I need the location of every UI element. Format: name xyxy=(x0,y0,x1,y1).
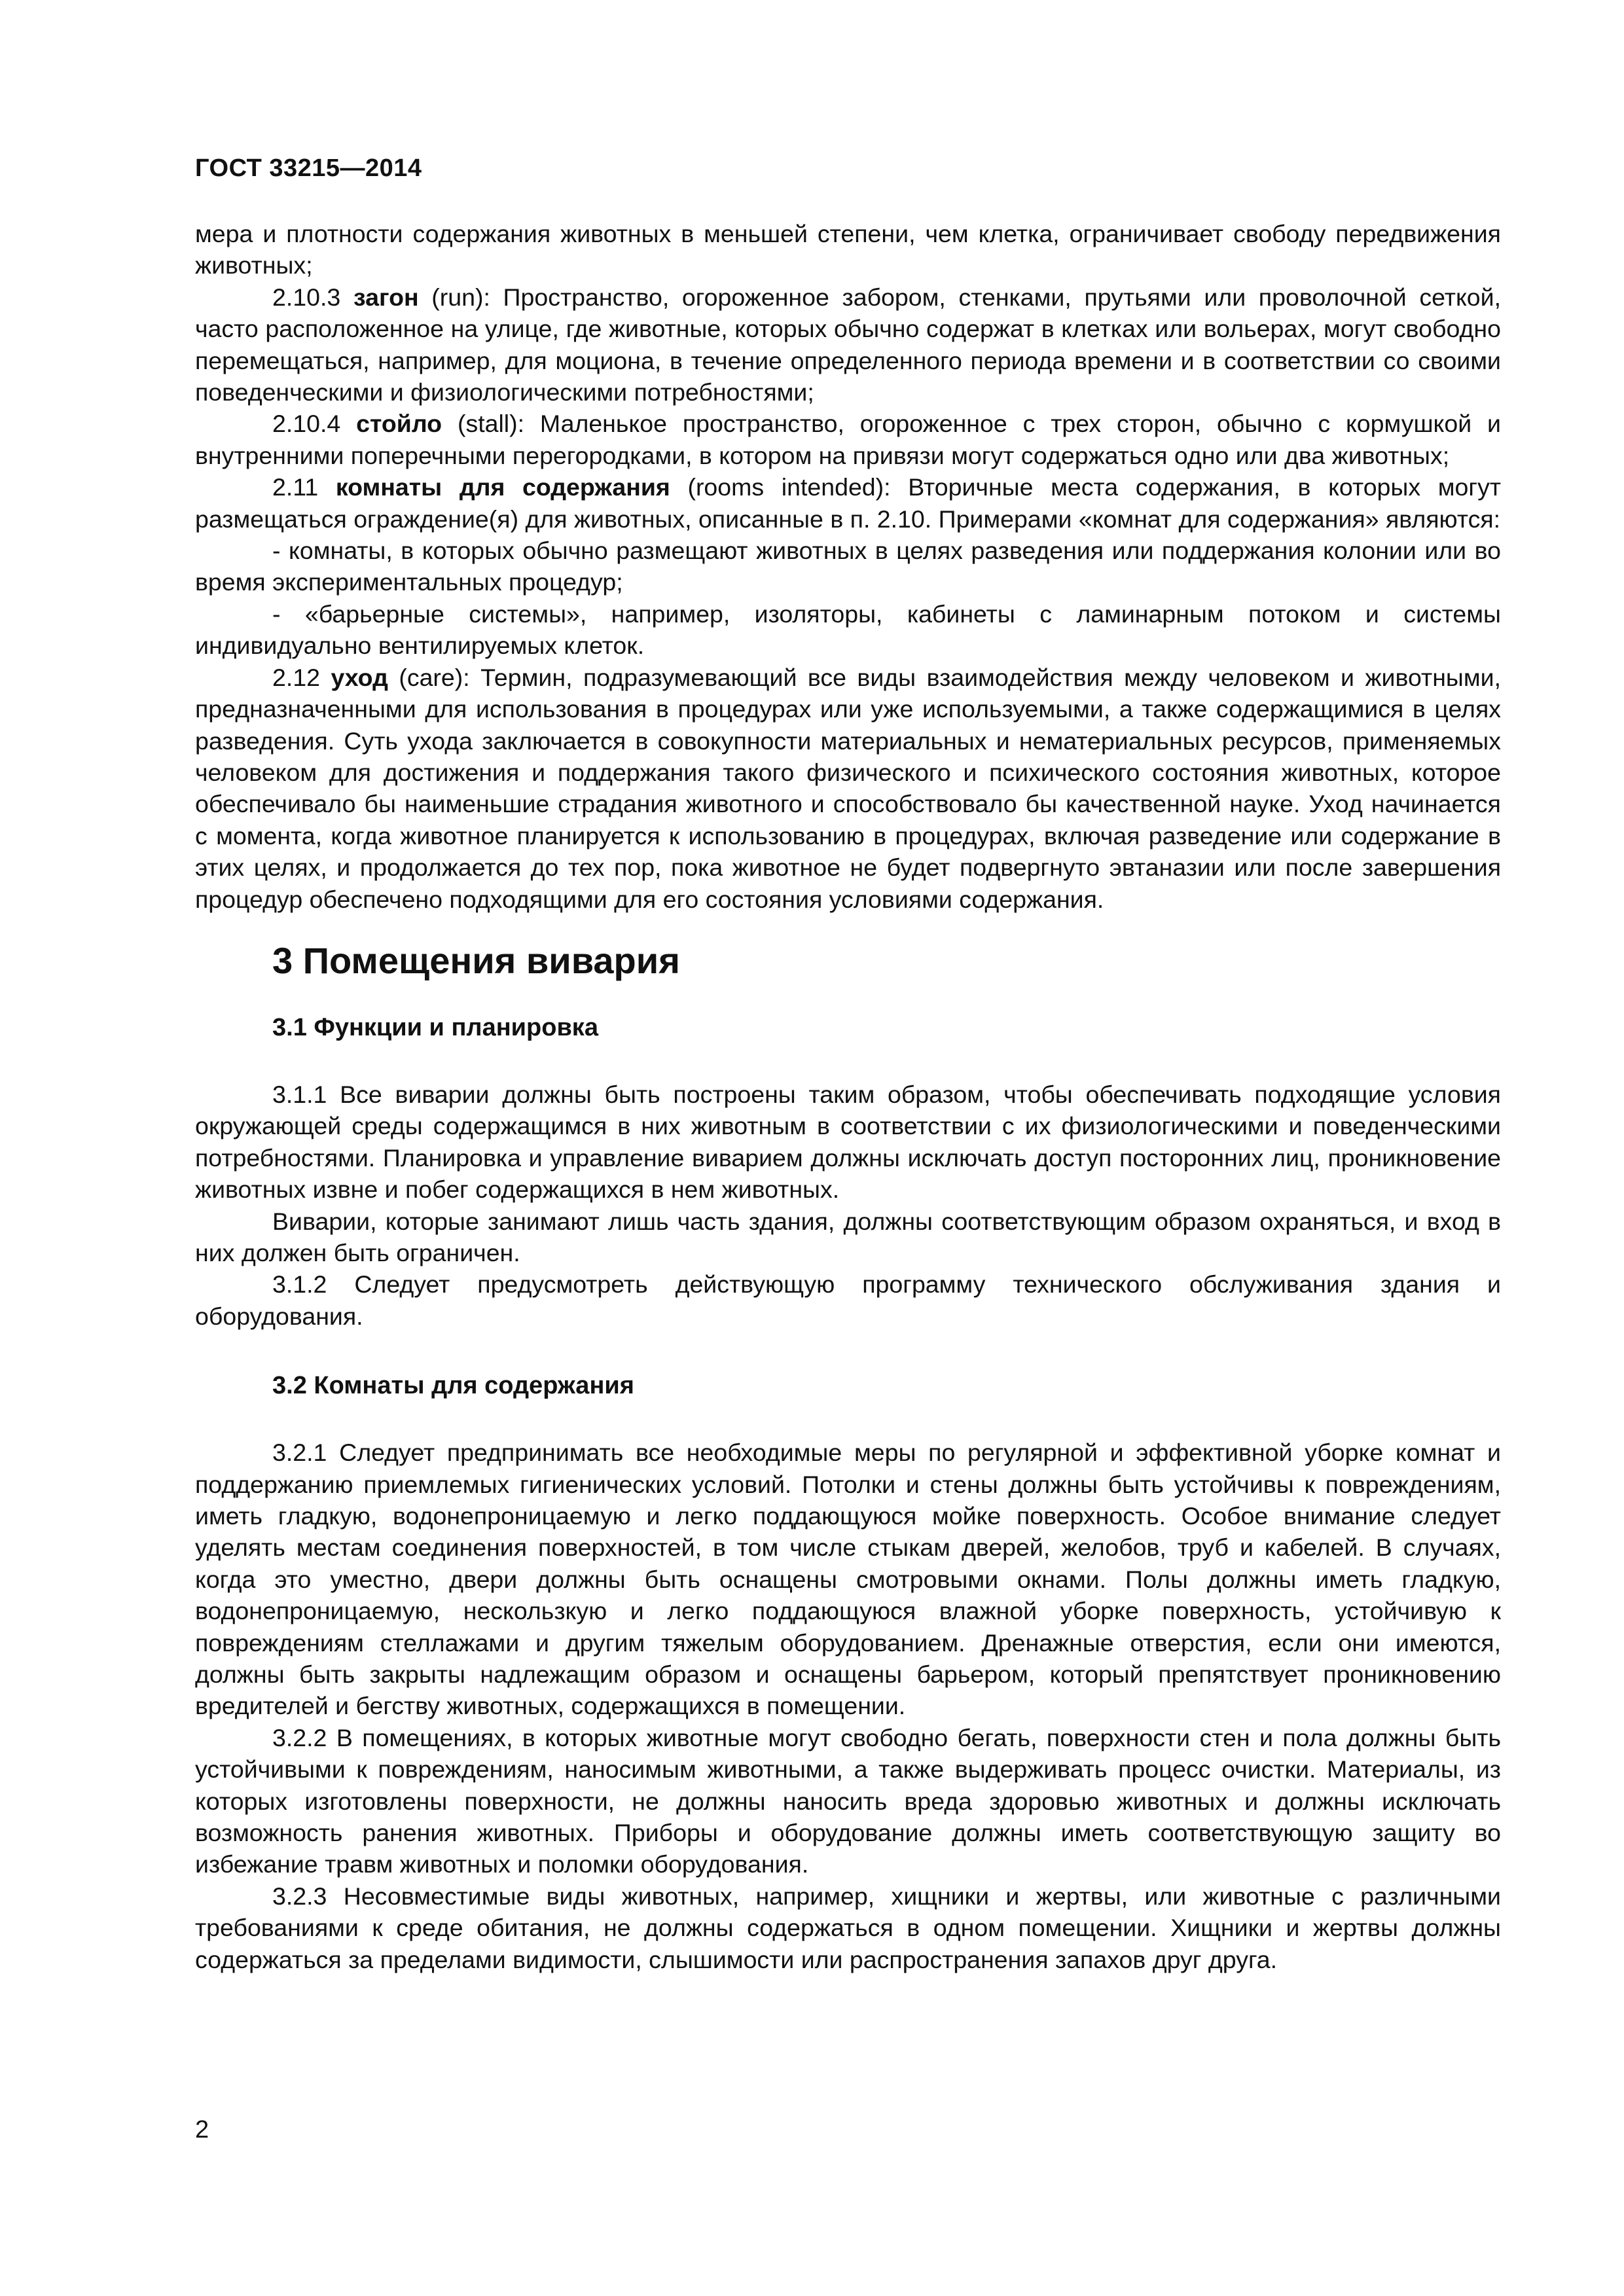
section-heading-3: 3 Помещения вивария xyxy=(272,939,680,981)
paragraph-3-1-1-b: Виварии, которые занимают лишь часть здания, должны соответствующим образом охраняться, и вход в них должен быть ограничен. xyxy=(195,1207,1501,1266)
term-rooms: комнаты для содержания xyxy=(335,473,670,501)
subsection-heading-3-2: 3.2 Комнаты для содержания xyxy=(272,1372,634,1400)
list-item-rooms: - комнаты, в которых обычно размещают животных в целях разведения или поддержания колонии или во время экспериментальных процедур; xyxy=(195,537,1501,596)
term-run: загон xyxy=(353,283,419,311)
paragraph-3-1-1: 3.1.1 Все виварии должны быть построены таким образом, чтобы обеспечивать подходящие условия окружающей среды содержащимся в них животным в соответствии с их физиологическими и поведенческими потребностями. Планировка и управление виварием должны исключать доступ посторонних лиц, проникновение животных извне и побег содержащихся в нем животных. xyxy=(195,1080,1501,1204)
term-care: уход xyxy=(331,663,388,691)
list-item-barrier-systems: - «барьерные системы», например, изоляторы, кабинеты с ламинарным потоком и системы индивидуально вентилируемых клеток. xyxy=(195,600,1501,660)
term-stall: стойло xyxy=(356,410,442,438)
document-body xyxy=(195,218,1501,1975)
definition-run: 2.10.3 загон (run): Пространство, огороженное забором, стенками, прутьями или проволочной сеткой, часто расположенное на улице, где животные, которых обычно содержат в клетках или вольерах, могут свободно перемещаться, например, для моциона, в течение определенного периода времени и в соответствии со своими поведенческими и физиологическими потребностями; xyxy=(195,283,1501,406)
paragraph-3-2-3: 3.2.3 Несовместимые виды животных, например, хищники и жертвы, или животные с различными требованиями к среде обитания, не должны содержаться в одном помещении. Хищники и жертвы должны содержаться за пределами видимости, слышимости или распространения запахов друг друга. xyxy=(195,1882,1501,1973)
paragraph-continuation: мера и плотности содержания животных в меньшей степени, чем клетка, ограничивает свободу передвижения животных; xyxy=(195,220,1501,279)
definition-care: 2.12 уход (care): Термин, подразумевающий все виды взаимодействия между человеком и животными, предназначенными для использования в процедурах или уже используемыми, а также содержащимися в целях разведения. Суть ухода заключается в совокупности материальных и нематериальных ресурсов, применяемых человеком для достижения и поддержания такого физического и психического состояния животных, которое обеспечивало бы наименьшие страдания животного и способствовало бы качественной науке. Уход начинается с момента, когда животное планируется к использованию в процедурах, включая разведение или содержание в этих целях, и продолжается до тех пор, пока животное не будет подвергнуто эвтаназии или после завершения процедур обеспечено подходящими для его состояния условиями содержания. xyxy=(195,663,1501,913)
paragraph-3-2-2: 3.2.2 В помещениях, в которых животные могут свободно бегать, поверхности стен и пола должны быть устойчивыми к повреждениям, наносимым животными, а также выдерживать процесс очистки. Материалы, из которых изготовлены поверхности, не должны наносить вреда здоровью животных и должны исключать возможность ранения животных. Приборы и оборудование должны иметь соответствующую защиту во избежание травм животных и поломки оборудования. xyxy=(195,1723,1501,1878)
definition-rooms: 2.11 комнаты для содержания (rooms intended): Вторичные места содержания, в которых могут размещаться ограждение(я) для животных, описанные в п. 2.10. Примерами «комнат для содержания» являются: xyxy=(195,473,1501,533)
definition-stall: 2.10.4 стойло (stall): Маленькое пространство, огороженное с трех сторон, обычно с кормушкой и внутренними поперечными перегородками, в котором на привязи могут содержаться одно или два животных; xyxy=(195,410,1501,469)
paragraph-3-1-2: 3.1.2 Следует предусмотреть действующую программу технического обслуживания здания и оборудования. xyxy=(195,1270,1501,1330)
document-code-header: ГОСТ 33215—2014 xyxy=(195,154,422,182)
page-number: 2 xyxy=(195,2116,209,2144)
subsection-heading-3-1: 3.1 Функции и планировка xyxy=(272,1013,598,1041)
paragraph-3-2-1: 3.2.1 Следует предпринимать все необходимые меры по регулярной и эффективной уборке комнат и поддержанию приемлемых гигиенических условий. Потолки и стены должны быть устойчивы к повреждениям, иметь гладкую, водонепроницаемую и легко поддающуюся мойке поверхность. Особое внимание следует уделять местам соединения поверхностей, в том числе стыкам дверей, желобов, труб и кабелей. В случаях, когда это уместно, двери должны быть оснащены смотровыми окнами. Полы должны иметь гладкую, водонепроницаемую, нескользкую и легко поддающуюся влажной уборке поверхность, устойчивую к повреждениям стеллажами и другим тяжелым оборудованием. Дренажные отверстия, если они имеются, должны быть закрыты надлежащим образом и оснащены барьером, который препятствует проникновению вредителей и бегству животных, содержащихся в помещении. xyxy=(195,1439,1501,1720)
